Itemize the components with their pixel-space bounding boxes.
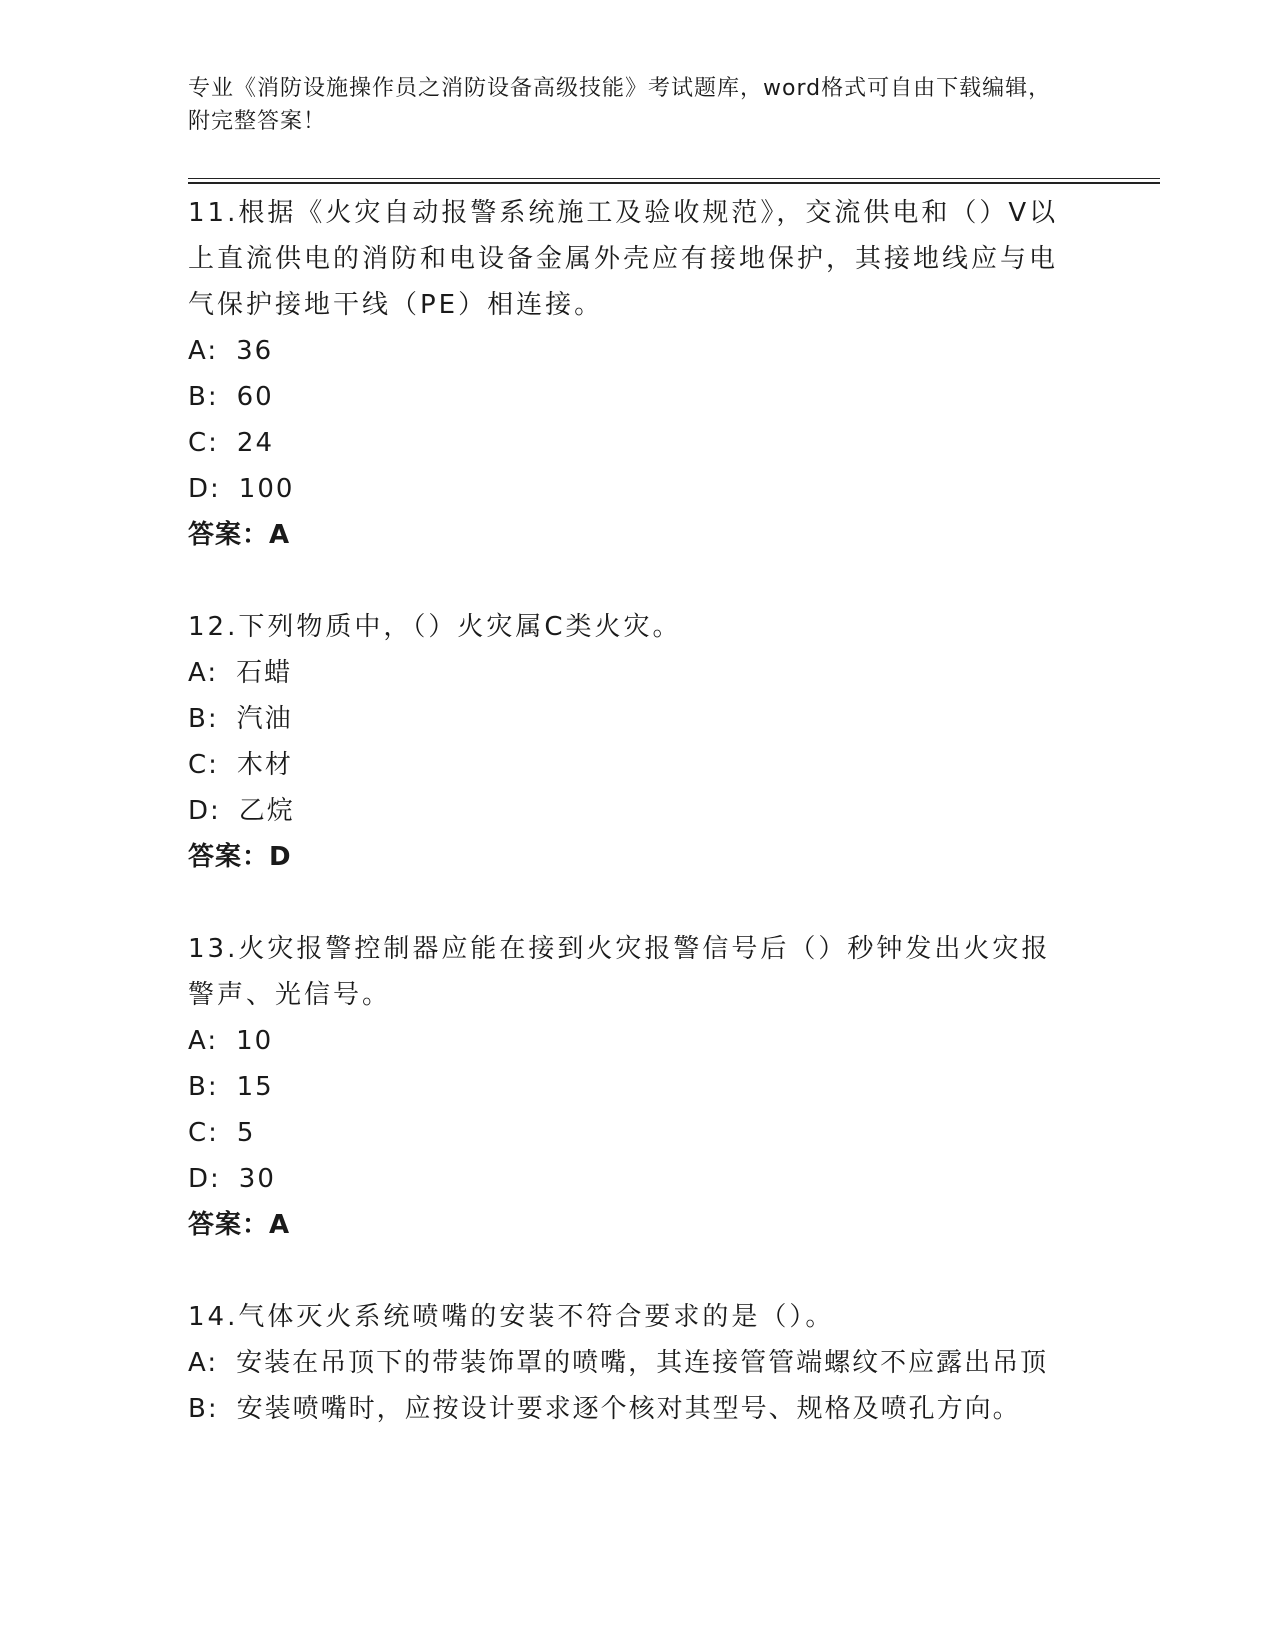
option-text: 10 xyxy=(236,1026,274,1056)
option-b xyxy=(188,1064,1078,1110)
document-header: 专业《消防设施操作员之消防设备高级技能》考试题库，word格式可自由下载编辑，附完整答案！ xyxy=(188,76,1052,134)
option-d xyxy=(188,1156,1078,1202)
option-c xyxy=(188,1110,1078,1156)
answer-label: 答案：D xyxy=(188,842,292,872)
option-a xyxy=(188,1018,1078,1064)
option-a xyxy=(188,1340,1078,1386)
option-letter: D: xyxy=(188,796,221,826)
option-text: 安装在吊顶下的带装饰罩的喷嘴，其连接管管端螺纹不应露出吊顶 xyxy=(236,1348,1049,1378)
option-text: 15 xyxy=(236,1072,274,1102)
option-letter: B: xyxy=(188,1072,219,1102)
option-b xyxy=(188,1386,1078,1432)
option-letter: A: xyxy=(188,1026,219,1056)
option-text: 安装喷嘴时，应按设计要求逐个核对其型号、规格及喷孔方向。 xyxy=(236,1394,1021,1424)
option-letter: B: xyxy=(188,704,219,734)
question-14 xyxy=(188,1294,1078,1432)
option-letter: C: xyxy=(188,1118,219,1148)
option-text: 石蜡 xyxy=(236,658,293,688)
question-text: 14.气体灭火系统喷嘴的安装不符合要求的是（）。 xyxy=(188,1302,835,1332)
option-a xyxy=(188,328,1078,374)
option-letter: D: xyxy=(188,1164,221,1194)
option-text: 36 xyxy=(236,336,274,366)
option-letter: A: xyxy=(188,336,219,366)
answer-label: 答案：A xyxy=(188,520,291,550)
option-a xyxy=(188,650,1078,696)
option-letter: C: xyxy=(188,750,219,780)
option-text: 乙烷 xyxy=(238,796,295,826)
header-divider-thick xyxy=(188,182,1160,184)
question-text: 11.根据《火灾自动报警系统施工及验收规范》，交流供电和（）V以上直流供电的消防和电设备金属外壳应有接地保护，其接地线应与电气保护接地干线（PE）相连接。 xyxy=(188,198,1059,320)
question-text: 12.下列物质中，（）火灾属C类火灾。 xyxy=(188,612,682,642)
question-text: 13.火灾报警控制器应能在接到火灾报警信号后（）秒钟发出火灾报警声、光信号。 xyxy=(188,934,1051,1010)
question-11 xyxy=(188,190,1078,558)
option-text: 30 xyxy=(238,1164,276,1194)
question-12 xyxy=(188,604,1078,880)
question-list xyxy=(188,190,1078,1432)
option-letter: B: xyxy=(188,382,219,412)
option-letter: D: xyxy=(188,474,221,504)
option-b xyxy=(188,374,1078,420)
option-text: 汽油 xyxy=(236,704,293,734)
option-text: 100 xyxy=(238,474,295,504)
option-letter: C: xyxy=(188,428,219,458)
answer-label: 答案：A xyxy=(188,1210,291,1240)
option-letter: A: xyxy=(188,1348,219,1378)
option-c xyxy=(188,420,1078,466)
option-letter: B: xyxy=(188,1394,219,1424)
option-text: 24 xyxy=(236,428,275,458)
option-d xyxy=(188,466,1078,512)
option-text: 60 xyxy=(236,382,274,412)
option-text: 木材 xyxy=(236,750,293,780)
option-letter: A: xyxy=(188,658,219,688)
option-text: 5 xyxy=(236,1118,256,1148)
option-d xyxy=(188,788,1078,834)
question-13 xyxy=(188,926,1078,1248)
option-b xyxy=(188,696,1078,742)
header-divider-thin xyxy=(188,178,1160,179)
option-c xyxy=(188,742,1078,788)
